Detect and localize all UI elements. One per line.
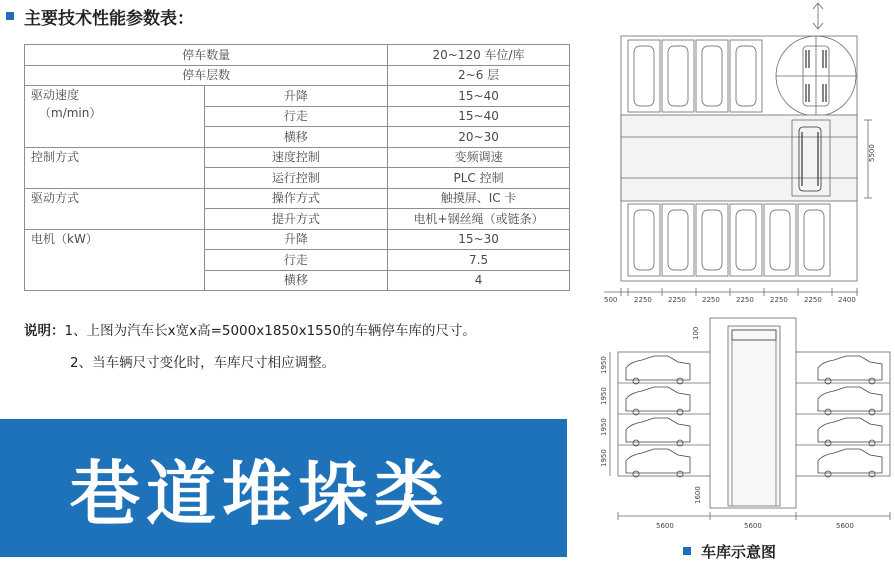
notes [24, 318, 476, 372]
bullet-square-icon [6, 12, 14, 20]
car-icon [818, 356, 882, 477]
table-cell-label: 操作方式 [204, 188, 388, 209]
group-label: 驱动速度 [31, 88, 80, 102]
table-cell-value: 15~40 [388, 106, 570, 127]
table-cell-value: 20~120 车位/库 [388, 45, 570, 66]
table-cell-label: 升降 [204, 86, 388, 107]
table-cell-label: 行走 [204, 250, 388, 271]
table-cell-label: 横移 [204, 127, 388, 148]
dim-plan-5: 2250 [770, 296, 788, 304]
dim-section-left-0: 1950 [600, 356, 608, 374]
table-group-motor: 电机（kW） [25, 229, 205, 291]
dim-plan-6: 2250 [804, 296, 822, 304]
dim-plan-4: 2250 [736, 296, 754, 304]
table-cell-value: 4 [388, 270, 570, 291]
spec-heading [6, 4, 194, 28]
plan-aisle [621, 115, 857, 201]
table-group-drive-speed [25, 86, 205, 148]
table-cell-label: 运行控制 [204, 168, 388, 189]
dim-section-small: 1600 [694, 486, 702, 504]
table-cell-value: 电机+钢丝绳（或链条） [388, 209, 570, 230]
table-cell-value: 15~40 [388, 86, 570, 107]
dim-section-left-3: 1950 [600, 449, 608, 467]
table-row [25, 65, 570, 86]
note-line-1 [24, 318, 476, 340]
table-cell-label: 行走 [204, 106, 388, 127]
dim-plan-1: 2250 [634, 296, 652, 304]
dim-plan-7: 2400 [838, 296, 856, 304]
table-cell-value: 15~30 [388, 229, 570, 250]
plan-bottom-row [628, 204, 830, 276]
garage-diagram [596, 0, 895, 540]
diagram-caption [683, 540, 776, 562]
dim-section-left-1: 1950 [600, 387, 608, 405]
table-cell-label: 停车层数 [25, 65, 388, 86]
dim-plan-3: 2250 [702, 296, 720, 304]
table-cell-value: 20~30 [388, 127, 570, 148]
category-banner [0, 419, 567, 557]
table-cell-label: 提升方式 [204, 209, 388, 230]
table-cell-value: 触摸屏、IC 卡 [388, 188, 570, 209]
table-row [25, 45, 570, 66]
table-row [25, 188, 570, 209]
table-cell-label: 横移 [204, 270, 388, 291]
note-line-2 [24, 350, 476, 372]
dim-plan-right: 5500 [868, 144, 876, 162]
note-text-2: 2、当车辆尺寸变化时，车库尺寸相应调整。 [70, 355, 336, 371]
notes-label: 说明： [24, 323, 65, 339]
dim-section-left-2: 1950 [600, 418, 608, 436]
table-cell-value: 7.5 [388, 250, 570, 271]
group-unit: （m/min） [39, 106, 102, 120]
section-view [610, 318, 890, 520]
table-cell-value: 变频调速 [388, 147, 570, 168]
table-cell-value: 2~6 层 [388, 65, 570, 86]
dim-plan-2: 2250 [668, 296, 686, 304]
plan-top-row [628, 40, 762, 112]
dim-section-top: 100 [692, 326, 700, 340]
dim-plan-0: 500 [604, 296, 618, 304]
double-arrow-icon [813, 3, 823, 29]
table-group-drive-mode: 驱动方式 [25, 188, 205, 229]
caption-text: 车库示意图 [701, 542, 777, 561]
car-icon [626, 356, 690, 477]
dim-section-bottom-0: 5600 [656, 522, 674, 530]
note-text-1: 1、上图为汽车长x宽x高=5000x1850x1550的车辆停车库的尺寸。 [64, 323, 476, 339]
spec-table [24, 44, 570, 291]
table-row [25, 147, 570, 168]
dim-section-bottom-1: 5600 [744, 522, 762, 530]
banner-title: 巷道堆垛类 [70, 452, 450, 535]
table-row [25, 229, 570, 250]
table-cell-label: 停车数量 [25, 45, 388, 66]
table-group-control: 控制方式 [25, 147, 205, 188]
bullet-square-icon [683, 547, 691, 555]
dim-section-bottom-2: 5600 [836, 522, 854, 530]
table-cell-value: PLC 控制 [388, 168, 570, 189]
table-cell-label: 升降 [204, 229, 388, 250]
spec-heading-text: 主要技术性能参数表： [24, 8, 194, 29]
table-cell-label: 速度控制 [204, 147, 388, 168]
table-row [25, 86, 570, 107]
